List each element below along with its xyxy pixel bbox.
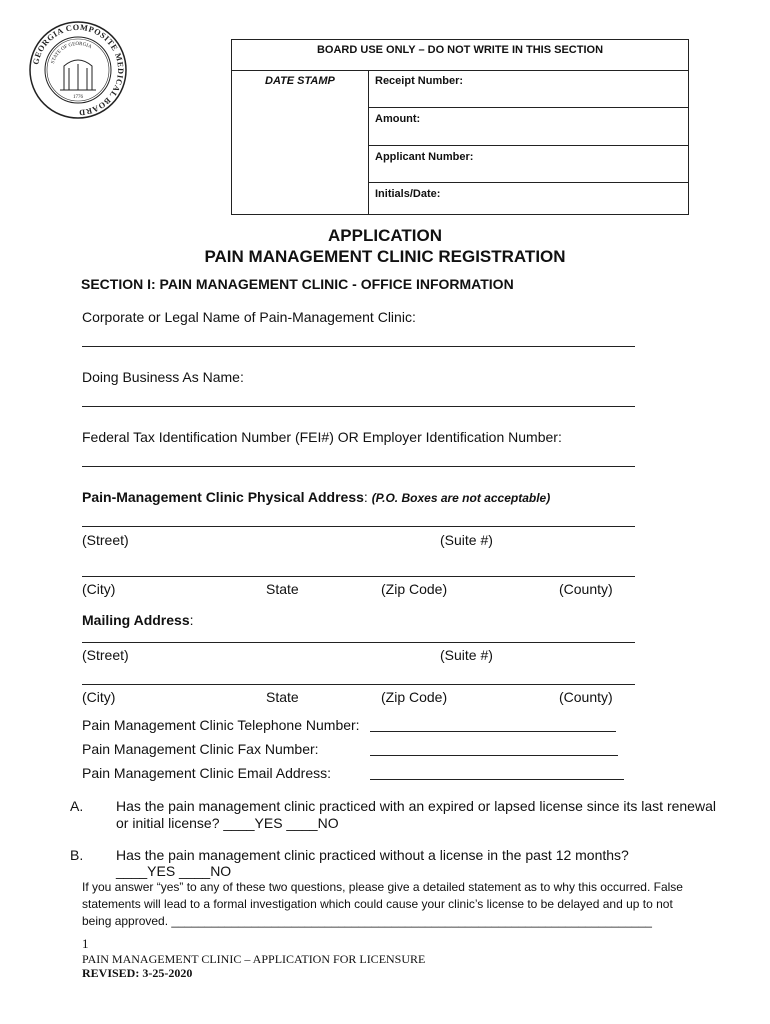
po-box-note: (P.O. Boxes are not acceptable) <box>371 491 551 505</box>
receipt-number-row: Receipt Number: <box>369 70 688 108</box>
physical-street-field[interactable] <box>82 526 635 527</box>
mailing-city-label: (City) <box>82 689 116 705</box>
email-field[interactable] <box>370 779 624 780</box>
board-use-header: BOARD USE ONLY – DO NOT WRITE IN THIS SECTION <box>232 40 688 71</box>
fax-label: Pain Management Clinic Fax Number: <box>82 741 319 757</box>
footer-form-title: PAIN MANAGEMENT CLINIC – APPLICATION FOR LICENSURE <box>82 952 426 966</box>
mailing-zip-label: (Zip Code) <box>381 689 448 705</box>
physical-address-label: Pain-Management Clinic Physical Address <box>82 489 364 505</box>
georgia-composite-medical-board-seal <box>28 20 128 120</box>
question-a-answer[interactable]: or initial license? ____YES ____NO <box>116 815 339 831</box>
page-number: 1 <box>82 936 89 951</box>
seal-inner-text: STATE OF GEORGIA <box>50 41 93 65</box>
mailing-street-field[interactable] <box>82 642 635 643</box>
footer-revised-date: REVISED: 3-25-2020 <box>82 966 193 980</box>
fein-label: Federal Tax Identification Number (FEI#) OR Employer Identification Number: <box>82 429 562 445</box>
physical-street-label: (Street) <box>82 532 129 548</box>
physical-city-field[interactable] <box>82 576 635 577</box>
mailing-address-colon: : <box>189 612 194 628</box>
physical-address-heading <box>82 489 550 505</box>
mailing-state-label: State <box>266 689 299 705</box>
page-title: APPLICATION <box>328 226 442 245</box>
seal-year: 1776 <box>73 95 83 100</box>
physical-address-colon: : <box>363 489 368 505</box>
mailing-suite-label: (Suite #) <box>440 647 493 663</box>
mailing-city-field[interactable] <box>82 684 635 685</box>
mailing-street-label: (Street) <box>82 647 129 663</box>
email-label: Pain Management Clinic Email Address: <box>82 765 332 781</box>
physical-county-label: (County) <box>559 581 613 597</box>
fein-field[interactable] <box>82 466 635 467</box>
date-stamp-label: DATE STAMP <box>265 75 335 87</box>
telephone-label: Pain Management Clinic Telephone Number: <box>82 717 360 733</box>
fax-field[interactable] <box>370 755 618 756</box>
section-heading: SECTION I: PAIN MANAGEMENT CLINIC - OFFICE INFORMATION <box>81 276 514 292</box>
explanation-note-line-1: If you answer “yes” to any of these two questions, please give a detailed statement as to why this occurred. False <box>82 880 683 894</box>
physical-city-label: (City) <box>82 581 116 597</box>
explanation-note-line-2: statements will lead to a formal investigation which could cause your clinic’s license to be delayed and up to not <box>82 897 673 911</box>
physical-suite-label: (Suite #) <box>440 532 493 548</box>
physical-zip-label: (Zip Code) <box>381 581 448 597</box>
amount-row: Amount: <box>369 108 688 146</box>
dba-field[interactable] <box>82 406 635 407</box>
physical-state-label: State <box>266 581 299 597</box>
question-b-text: Has the pain management clinic practiced without a license in the past 12 months? <box>116 847 629 863</box>
dba-label: Doing Business As Name: <box>82 369 244 385</box>
telephone-field[interactable] <box>370 731 616 732</box>
mailing-address-heading <box>82 612 194 628</box>
mailing-county-label: (County) <box>559 689 613 705</box>
corporate-name-label: Corporate or Legal Name of Pain-Management Clinic: <box>82 309 416 325</box>
explanation-note-line-3[interactable]: being approved. ________________________________________________________________________ <box>82 914 652 928</box>
question-b-letter: B. <box>70 847 84 863</box>
mailing-address-label: Mailing Address <box>82 612 190 628</box>
board-use-only-box <box>231 39 689 215</box>
applicant-number-row: Applicant Number: <box>369 146 688 183</box>
corporate-name-field[interactable] <box>82 346 635 347</box>
seal-outer-text: GEORGIA COMPOSITE MEDICAL BOARD <box>31 22 126 118</box>
question-b-answer[interactable]: ____YES ____NO <box>116 863 232 879</box>
initials-date-row: Initials/Date: <box>375 188 441 200</box>
question-a-text: Has the pain management clinic practiced with an expired or lapsed license since its last renewal <box>116 798 716 814</box>
page-subtitle: PAIN MANAGEMENT CLINIC REGISTRATION <box>204 247 566 266</box>
question-a-letter: A. <box>70 798 84 814</box>
